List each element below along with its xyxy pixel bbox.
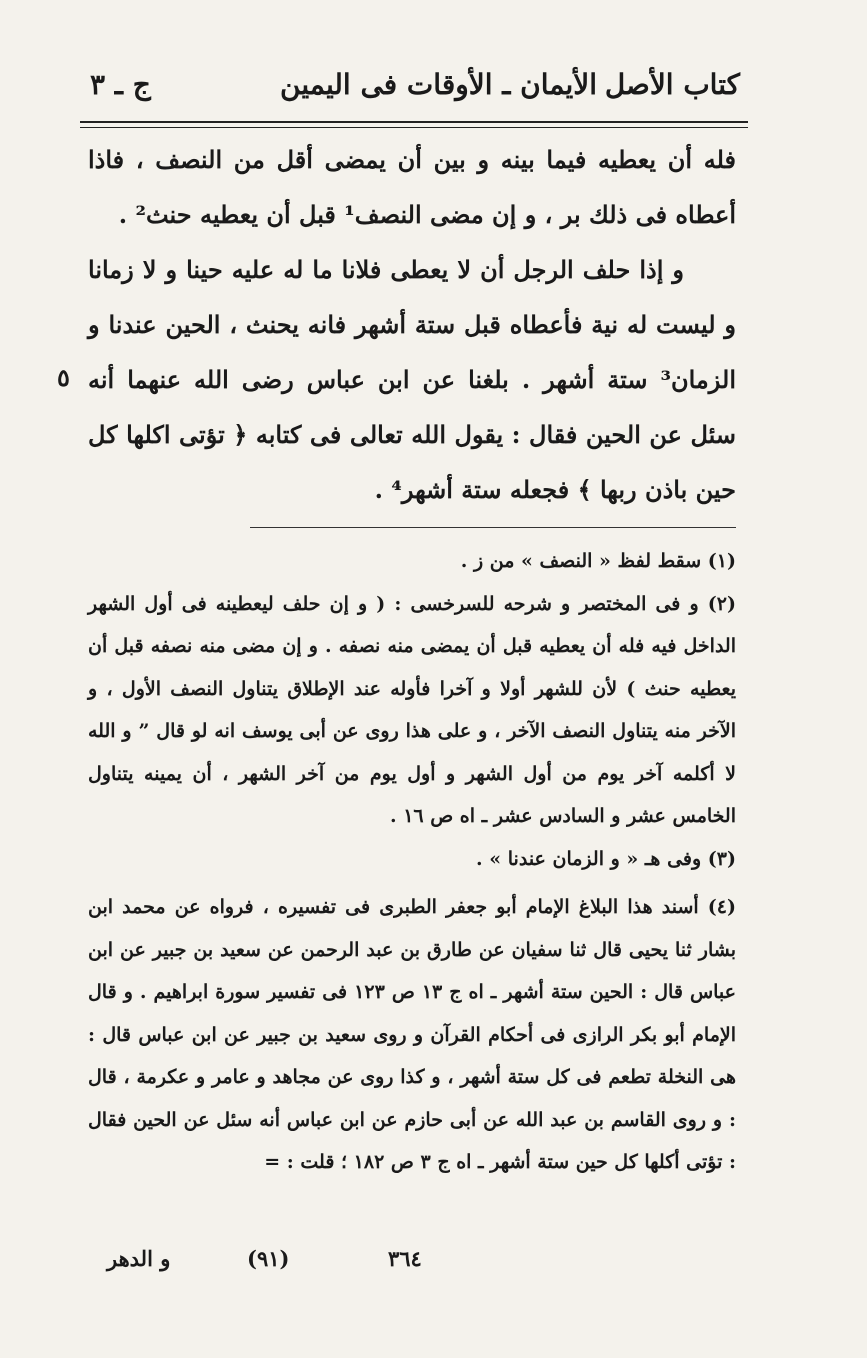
signature-mark: (٩١) [247, 1246, 290, 1271]
main-text [88, 132, 736, 517]
running-header [80, 68, 740, 112]
footnote: (١) سقط لفظ « النصف » من ز . [460, 550, 736, 572]
footnote: (٤) أسند هذا البلاغ الإمام أبو جعفر الطبرى فى تفسيره ، فرواه عن محمد ابن بشار ثنا يحيى قال ثنا سفيان عن طارق بن عبد الرحمن عن سعيد بن جبير عن ابن عباس قال : الحين ستة أشهر ـ اه ج ١٣ ص ١٢٣ فى تفسير سورة ابراهيم . و قال الإمام أبو بكر الرازى فى أحكام القرآن و روى سعيد بن جبير عن ابن عباس قال : هى النخلة تطعم فى كل ستة أشهر ، و كذا روى عن مجاهد و عامر و عكرمة ، قال : و روى القاسم بن عبد الله عن أبى حازم عن ابن عباس أنه سئل عن الحين فقال : تؤتى أكلها كل حين ستة أشهر ـ اه ج ٣ ص ١٨٢ ؛ قلت : = [88, 896, 737, 1173]
header-rule-thin [80, 127, 748, 128]
chapter-title: الأيمان ـ الأوقات فى اليمين [280, 68, 597, 101]
volume-number: ج ـ ٣ [90, 68, 151, 101]
footnote-separator [250, 527, 736, 528]
line-number: ٥ [57, 363, 70, 392]
footnote: (٢) و فى المختصر و شرحه للسرخسى : ( و إن حلف ليعطينه فى أول الشهر الداخل فيه فله أن يعطيه قبل أن يمضى منه نصفه . و إن مضى منه نصفه قبل أن يعطيه حنث ) لأن للشهر أولا و آخرا فأوله عند الإطلاق يتناول النصف الأول ، و الآخر منه يتناول النصف الآخر ، و على هذا روى عن أبى يوسف انه لو قال ” و الله لا أكلمه آخر يوم من أول الشهر و أول يوم من آخر الشهر ، أن يمينه يتناول الخامس عشر و السادس عشر ـ اه ص ١٦ . [88, 592, 736, 827]
header-rule [80, 121, 748, 123]
page-number: ٣٦٤ [388, 1246, 422, 1271]
book-title: كتاب الأصل [604, 68, 740, 101]
page-footer [0, 1246, 867, 1286]
body-paragraph: و إذا حلف الرجل أن لا يعطى فلانا ما له عليه حينا و لا زمانا و ليست له نية فأعطاه قبل ستة أشهر فانه يحنث ، الحين عندنا و الزمان³ ستة أشهر . بلغنا عن ابن عباس رضى الله عنهما أنه سئل عن الحين فقال : يقول الله تعالى فى كتابه ﴿ تؤتى اكلها كل حين باذن ربها ﴾ فجعله ستة أشهر⁴ . [88, 255, 736, 504]
body-paragraph: فله أن يعطيه فيما بينه و بين أن يمضى أقل من النصف ، فاذا أعطاه فى ذلك بر ، و إن مضى النصف¹ قبل أن يعطيه حنث² . [88, 145, 736, 229]
catchword: و الدهر [107, 1246, 171, 1271]
footnote: (٣) وفى هـ « و الزمان عندنا » . [476, 847, 736, 870]
footnotes [88, 540, 736, 1184]
